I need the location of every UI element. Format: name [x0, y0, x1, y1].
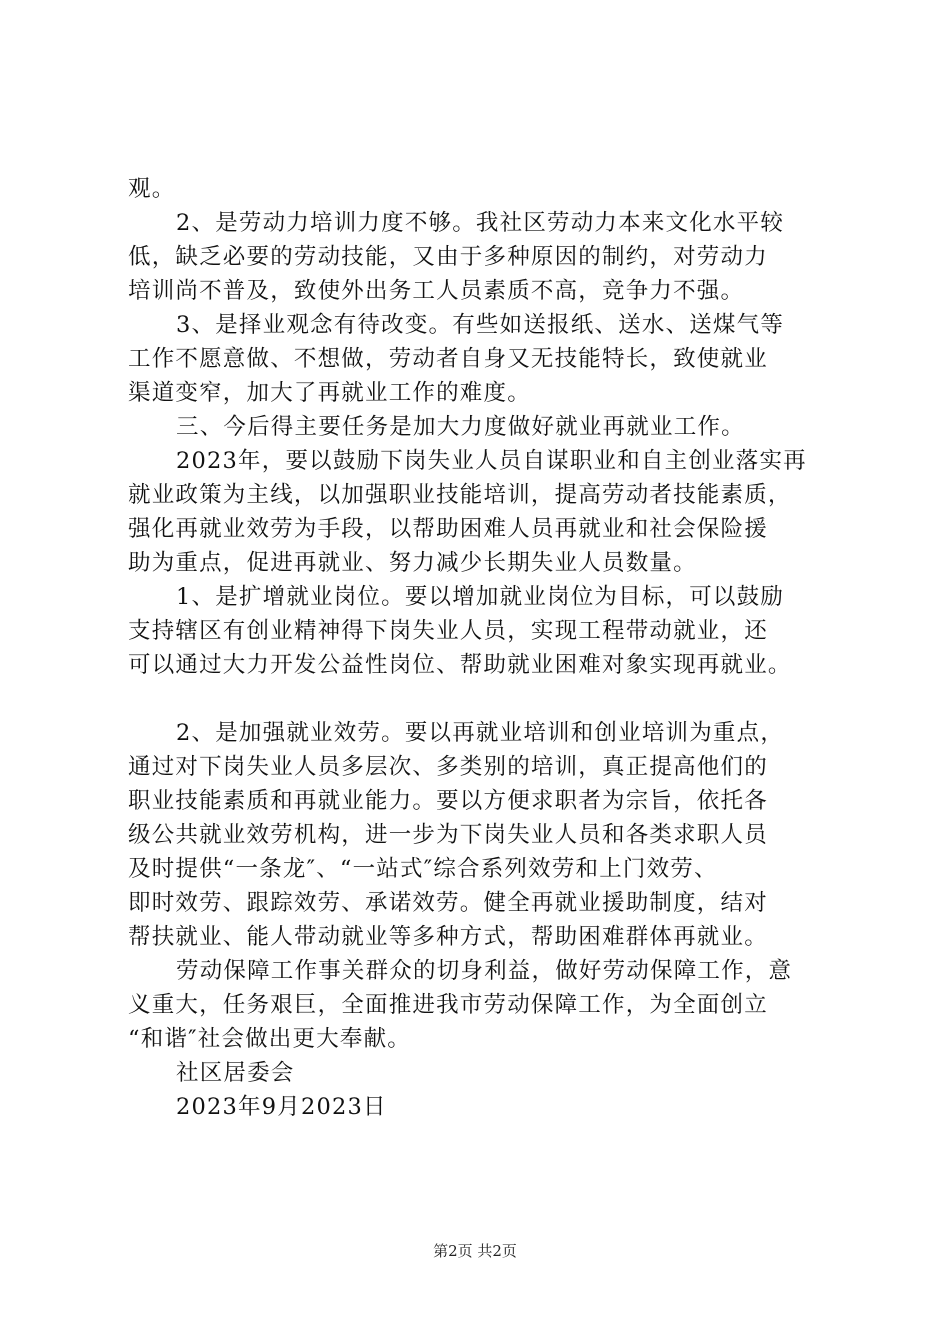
- section-heading-3: 三、今后得主要任务是加大力度做好就业再就业工作。: [176, 414, 745, 440]
- signature-date: 2023年9月2023日: [176, 1094, 387, 1120]
- text-line: 可以通过大力开发公益性岗位、帮助就业困难对象实现再就业。: [128, 652, 792, 678]
- text-line: 观。: [128, 176, 176, 202]
- text-line: 渠道变窄，加大了再就业工作的难度。: [128, 380, 531, 406]
- paragraph-item-2-line: 2、是劳动力培训力度不够。我社区劳动力本来文化水平较: [176, 210, 785, 236]
- paragraph-closing-line: 劳动保障工作事关群众的切身利益，做好劳动保障工作，意: [176, 958, 793, 984]
- paragraph-item-3-line: 3、是择业观念有待改变。有些如送报纸、送水、送煤气等: [176, 312, 785, 338]
- text-line: 助为重点，促进再就业、努力减少长期失业人员数量。: [128, 550, 697, 576]
- text-line: 职业技能素质和再就业能力。要以方便求职者为宗旨，依托各: [128, 788, 768, 814]
- text-line: 工作不愿意做、不想做，劳动者自身又无技能特长，致使就业: [128, 346, 768, 372]
- text-line: 及时提供“一条龙″、“一站式″综合系列效劳和上门效劳、: [128, 856, 718, 882]
- text-line: 通过对下岗失业人员多层次、多类别的培训，真正提高他们的: [128, 754, 768, 780]
- text-line: 支持辖区有创业精神得下岗失业人员，实现工程带动就业，还: [128, 618, 768, 644]
- text-line: 就业政策为主线，以加强职业技能培训，提高劳动者技能素质，: [128, 482, 792, 508]
- paragraph-task-2-line: 2、是加强就业效劳。要以再就业培训和创业培训为重点，: [176, 720, 785, 746]
- document-body: [128, 172, 848, 1124]
- signature-organization: 社区居委会: [176, 1060, 295, 1086]
- page-number-footer: 第2页 共2页: [433, 1242, 517, 1260]
- paragraph-task-1-line: 1、是扩增就业岗位。要以增加就业岗位为目标，可以鼓励: [176, 584, 785, 610]
- text-line: 义重大，任务艰巨，全面推进我市劳动保障工作，为全面创立: [128, 992, 768, 1018]
- text-line: 即时效劳、跟踪效劳、承诺效劳。健全再就业援助制度，结对: [128, 890, 768, 916]
- text-line: 强化再就业效劳为手段，以帮助困难人员再就业和社会保险援: [128, 516, 768, 542]
- paragraph-gap: [128, 682, 848, 716]
- text-line: 培训尚不普及，致使外出务工人员素质不高，竞争力不强。: [128, 278, 745, 304]
- paragraph-2023-line: 2023年，要以鼓励下岗失业人员自谋职业和自主创业落实再: [176, 448, 807, 474]
- text-line: 帮扶就业、能人带动就业等多种方式，帮助困难群体再就业。: [128, 924, 768, 950]
- text-line: 级公共就业效劳机构，进一步为下岗失业人员和各类求职人员: [128, 822, 768, 848]
- text-line: “和谐″社会做出更大奉献。: [128, 1026, 412, 1052]
- text-line: 低，缺乏必要的劳动技能，又由于多种原因的制约，对劳动力: [128, 244, 768, 270]
